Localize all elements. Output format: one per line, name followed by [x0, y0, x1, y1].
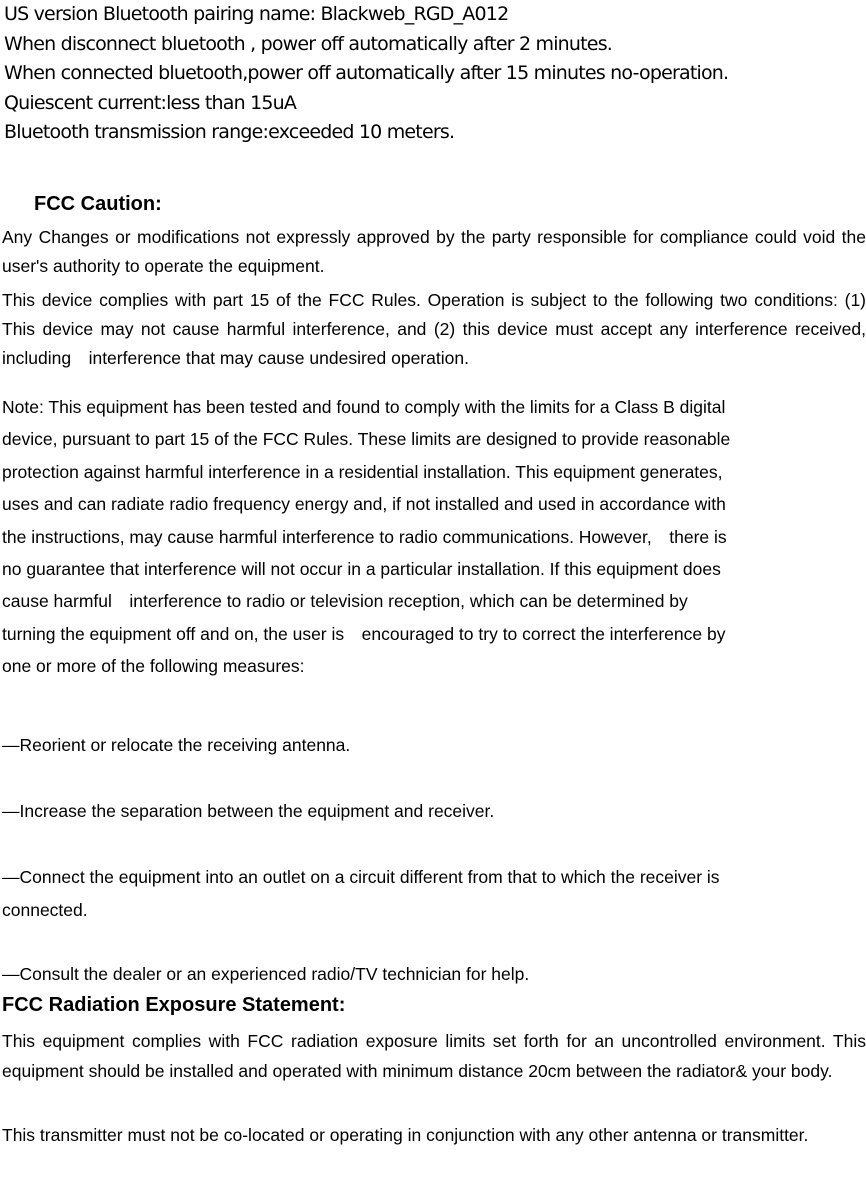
radiation-limits-paragraph: This equipment complies with FCC radiation exposure limits set forth for an uncontrolled environment. This equipment should be installed and operated with minimum distance 20cm between the radiator& your body. [2, 1031, 866, 1082]
measure-reorient-antenna: —Reorient or relocate the receiving antenna. [2, 735, 351, 755]
note-line: one or more of the following measures: [2, 656, 305, 677]
class-b-note-paragraph [2, 391, 866, 683]
bluetooth-spec-block [4, 0, 728, 148]
measure-different-circuit-cont: connected. [2, 900, 88, 920]
changes-warning-paragraph: Any Changes or modifications not expressly approved by the party responsible for compliance could void the user's authority to operate the equipment. [2, 227, 866, 276]
note-line: turning the equipment off and on, the user is encouraged to try to correct the interference by [2, 623, 726, 644]
colocation-paragraph: This transmitter must not be co-located or operating in conjunction with any other antenna or transmitter. [2, 1125, 809, 1145]
measure-increase-separation: —Increase the separation between the equipment and receiver. [2, 801, 495, 821]
part15-compliance-paragraph: This device complies with part 15 of the FCC Rules. Operation is subject to the following two conditions: (1) This device may not cause harmful interference, and (2) this device must accept any interference received, including interference that may cause undesired operation. [2, 290, 866, 368]
note-line: no guarantee that interference will not occur in a particular installation. If this equipment does [2, 559, 721, 580]
spec-line-disconnect-poweroff: When disconnect bluetooth , power off automatically after 2 minutes. [4, 32, 613, 55]
spec-line-pairing-name: US version Bluetooth pairing name: Blackweb_RGD_A012 [4, 3, 509, 25]
note-line: uses and can radiate radio frequency energy and, if not installed and used in accordance with [2, 494, 726, 515]
note-line: device, pursuant to part 15 of the FCC Rules. These limits are designed to provide reasonable [2, 429, 731, 450]
spec-line-quiescent-current: Quiescent current:less than 15uA [4, 91, 297, 114]
measure-different-circuit: —Connect the equipment into an outlet on a circuit different from that to which the receiver is [2, 867, 720, 887]
spec-line-transmission-range: Bluetooth transmission range:exceeded 10 meters. [4, 121, 455, 143]
note-line: the instructions, may cause harmful interference to radio communications. However, there is [2, 526, 727, 547]
radiation-exposure-heading: FCC Radiation Exposure Statement: [2, 994, 346, 1016]
measure-consult-dealer: —Consult the dealer or an experienced radio/TV technician for help. [2, 964, 530, 984]
spec-line-connected-poweroff: When connected bluetooth,power off automatically after 15 minutes no-operation. [4, 62, 729, 84]
note-line: cause harmful interference to radio or television reception, which can be determined by [2, 591, 688, 612]
fcc-caution-heading: FCC Caution: [34, 193, 162, 215]
note-line: Note: This equipment has been tested and found to comply with the limits for a Class B digital [2, 397, 726, 417]
note-line: protection against harmful interference in a residential installation. This equipment generates, [2, 461, 723, 482]
